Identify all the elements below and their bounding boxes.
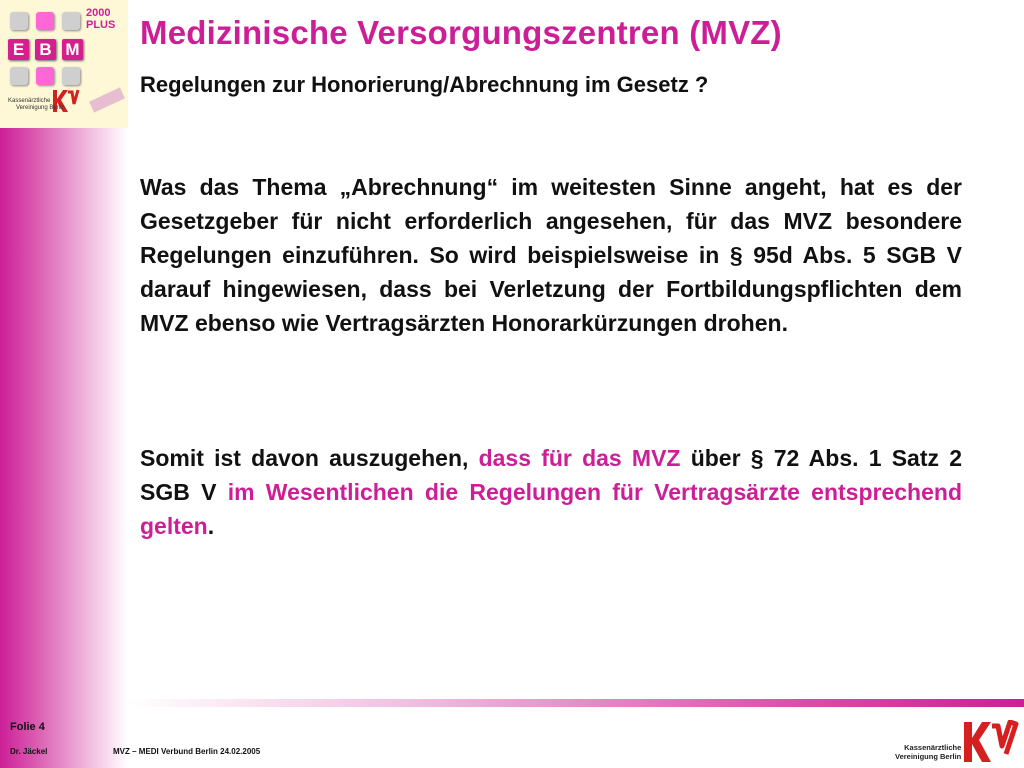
logo-kv-text: Kassenärztliche Vereinigung Berlin bbox=[8, 98, 65, 111]
logo-2000-plus: 2000 PLUS bbox=[86, 7, 116, 31]
logo-letter-m: M bbox=[62, 39, 83, 60]
page-subtitle: Regelungen zur Honorierung/Abrechnung im Gesetz ? bbox=[140, 72, 709, 97]
body-paragraph-1: Was das Thema „Abrechnung“ im weitesten Sinne angeht, hat es der Gesetzgeber für nicht erforderlich angesehen, für das MVZ besondere Regelungen einzuführen. So wird beispielsweise in § 95d Abs. 5 SGB V darauf hingewiesen, dass bei Verletzung der Fortbildungspflichten dem MVZ ebenso wie Vertragsärzten Honorarkürzungen drohen. bbox=[140, 174, 962, 336]
logo-square bbox=[36, 12, 54, 30]
ebm-logo bbox=[0, 0, 128, 128]
logo-square bbox=[10, 12, 28, 30]
highlight-text: im Wesentlichen die Regelungen für Vertragsärzte entsprechend gelten bbox=[140, 479, 962, 539]
logo-square bbox=[62, 67, 80, 85]
logo-square bbox=[36, 67, 54, 85]
footer-event: MVZ – MEDI Verbund Berlin 24.02.2005 bbox=[113, 747, 261, 756]
body-paragraph-2: Somit ist davon auszugehen, dass für das MVZ über § 72 Abs. 1 Satz 2 SGB V im Wesentlichen die Regelungen für Vertragsärzte entsprechend gelten. bbox=[140, 445, 963, 539]
logo-letter-e: E bbox=[8, 39, 29, 60]
highlight-text: dass für das MVZ bbox=[478, 445, 681, 471]
logo-square bbox=[62, 12, 80, 30]
footer-author: Dr. Jäckel bbox=[10, 747, 48, 756]
kv-berlin-logo-icon bbox=[960, 720, 1020, 764]
page-title: Medizinische Versorgungszentren (MVZ) bbox=[140, 14, 782, 51]
footer-kv-text: Kassenärztliche Vereinigung Berlin bbox=[895, 743, 962, 761]
footer-divider bbox=[128, 699, 1024, 707]
logo-ribbon bbox=[89, 87, 125, 112]
slide-number: Folie 4 bbox=[10, 721, 45, 733]
left-gradient-band bbox=[0, 128, 128, 768]
logo-letter-b: B bbox=[35, 39, 56, 60]
logo-square bbox=[10, 67, 28, 85]
